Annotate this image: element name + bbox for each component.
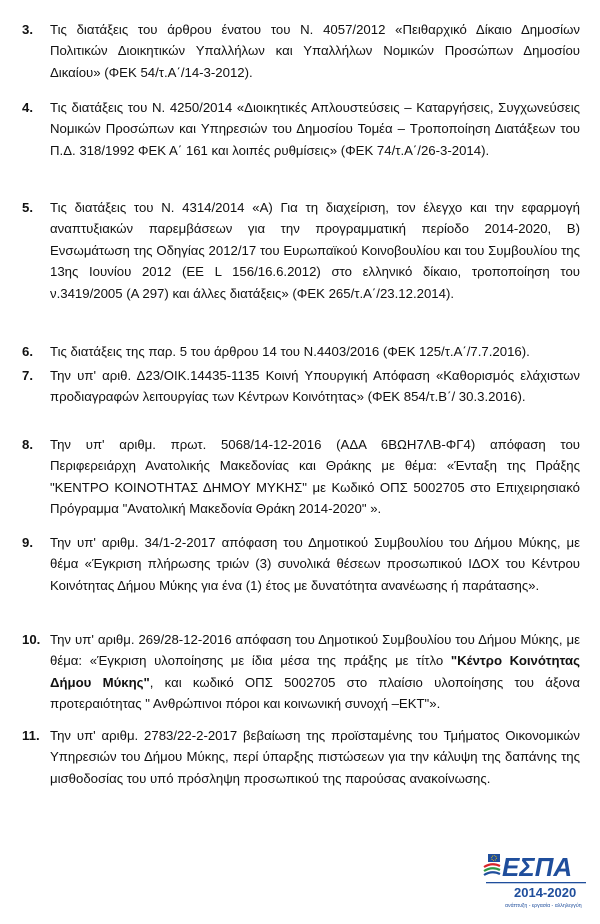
- logo-tagline: ανάπτυξη - εργασία - αλληλεγγύη: [505, 903, 582, 909]
- item-number: 10.: [22, 632, 41, 647]
- item-number: 6.: [22, 344, 33, 359]
- project-title-bold: "Κέντρο Κοινότητας Δήμου Μύκης": [50, 653, 580, 690]
- item-text: Την υπ' αριθ. Δ23/ΟΙΚ.14435-1135 Κοινή Υπουργική Απόφαση «Καθορισμός ελάχιστων προδιαγραφών λειτουργίας των Κέντρων Κοινότητας» (ΦΕΚ 854/τ.Β΄/ 30.3.2016).: [50, 368, 580, 405]
- espa-logo: [478, 848, 588, 912]
- item-number: 5.: [22, 200, 33, 215]
- swoosh-green: [484, 868, 500, 871]
- item-text-part: , και κωδικό ΟΠΣ 5002705 στο πλαίσιο υλοποίησης του άξονα προτεραιότητας " Ανθρώπινοι πόροι και κοινωνική συνοχή –ΕΚΤ"».: [50, 674, 580, 712]
- item-text: Την υπ' αριθμ. 34/1-2-2017 απόφαση του Δημοτικού Συμβουλίου του Δήμου Μύκης, με θέμα «Έγκριση πλήρωσης τριών (3) συνολικά θέσεων προσωπικού ΙΔΟΧ του Κέντρου Κοινότητας Δήμου Μύκης για ένα (1) έτος με δυνατότητα ανανέωσης ή παράτασης».: [50, 535, 580, 593]
- item-number: 8.: [22, 437, 33, 452]
- item-number: 7.: [22, 368, 33, 383]
- logo-divider: [486, 882, 586, 883]
- item-text: Τις διατάξεις της παρ. 5 του άρθρου 14 του Ν.4403/2016 (ΦΕΚ 125/τ.Α΄/7.7.2016).: [50, 344, 530, 359]
- item-number: 9.: [22, 535, 33, 550]
- item-text: Τις διατάξεις του άρθρου ένατου του Ν. 4057/2012 «Πειθαρχικό Δίκαιο Δημοσίων Πολιτικών Διοικητικών Υπαλλήλων και Υπαλλήλων Νομικών Προσώπων Δημοσίου Δικαίου» (ΦΕΚ 54/τ.Α΄/14-3-2012).: [50, 22, 580, 80]
- item-text: Τις διατάξεις του Ν. 4250/2014 «Διοικητικές Απλουστεύσεις – Καταργήσεις, Συγχωνεύσεις Νομικών Προσώπων και Υπηρεσιών του Δημοσίου Τομέα – Τροποποίηση Διατάξεων του Π.Δ. 318/1992 ΦΕΚ Α΄ 161 και λοιπές ρυθμίσεις» (ΦΕΚ 74/τ.Α΄/26-3-2014).: [50, 100, 580, 158]
- item-text: Τις διατάξεις του Ν. 4314/2014 «Α) Για τη διαχείριση, τον έλεγχο και την εφαρμογή αναπτυξιακών παρεμβάσεων για την προγραμματική περίοδο 2014-2020, Β) Ενσωμάτωση της Οδηγίας 2012/17 του Ευρωπαϊκού Κοινοβουλίου και του Συμβουλίου της 13ης Ιουνίου 2012 (ΕΕ L 156/16.6.2012) στο ελληνικό δίκαιο, τροποποίηση του ν.3419/2005 (Α 297) και άλλες διατάξεις» (ΦΕΚ 265/τ.Α΄/23.12.2014).: [50, 200, 580, 301]
- logo-name: ΕΣΠΑ: [502, 852, 573, 882]
- item-number: 4.: [22, 100, 33, 115]
- item-text: Την υπ' αριθμ. 2783/22-2-2017 βεβαίωση της προϊσταμένης του Τμήματος Οικονομικών Υπηρεσιών του Δήμου Μύκης, περί ύπαρξης πιστώσεων για την κάλυψη της δαπάνης της μισθοδοσίας του υπό πρόσληψη προσωπικού της παρούσας ανακοίνωσης.: [50, 728, 580, 786]
- item-number: 3.: [22, 22, 33, 37]
- item-text-part: Την υπ' αριθμ. 269/28-12-2016 απόφαση του Δημοτικού Συμβουλίου του Δήμου Μύκης, με θέμα: «Έγκριση υλοποίησης με ίδια μέσα της πράξης με τίτλο: [50, 632, 580, 669]
- swoosh-blue: [484, 872, 500, 875]
- eu-flag-icon: [488, 854, 500, 862]
- swoosh-red: [484, 864, 500, 867]
- item-number: 11.: [22, 728, 40, 743]
- item-text: [50, 629, 580, 715]
- espa-logo-graphic: [478, 848, 588, 912]
- item-text: Την υπ' αριθμ. πρωτ. 5068/14-12-2016 (ΑΔΑ 6ΒΩΗ7ΛΒ-ΦΓ4) απόφαση του Περιφερειάρχη Ανατολικής Μακεδονίας και Θράκης με θέμα: «Ένταξη της Πράξης "ΚΕΝΤΡΟ ΚΟΙΝΟΤΗΤΑΣ ΔΗΜΟΥ ΜΥΚΗΣ" με Κωδικό ΟΠΣ 5002705 στο Επιχειρησιακό Πρόγραμμα "Ανατολική Μακεδονία Θράκη 2014-2020" ».: [50, 437, 580, 517]
- logo-period: 2014-2020: [514, 885, 577, 900]
